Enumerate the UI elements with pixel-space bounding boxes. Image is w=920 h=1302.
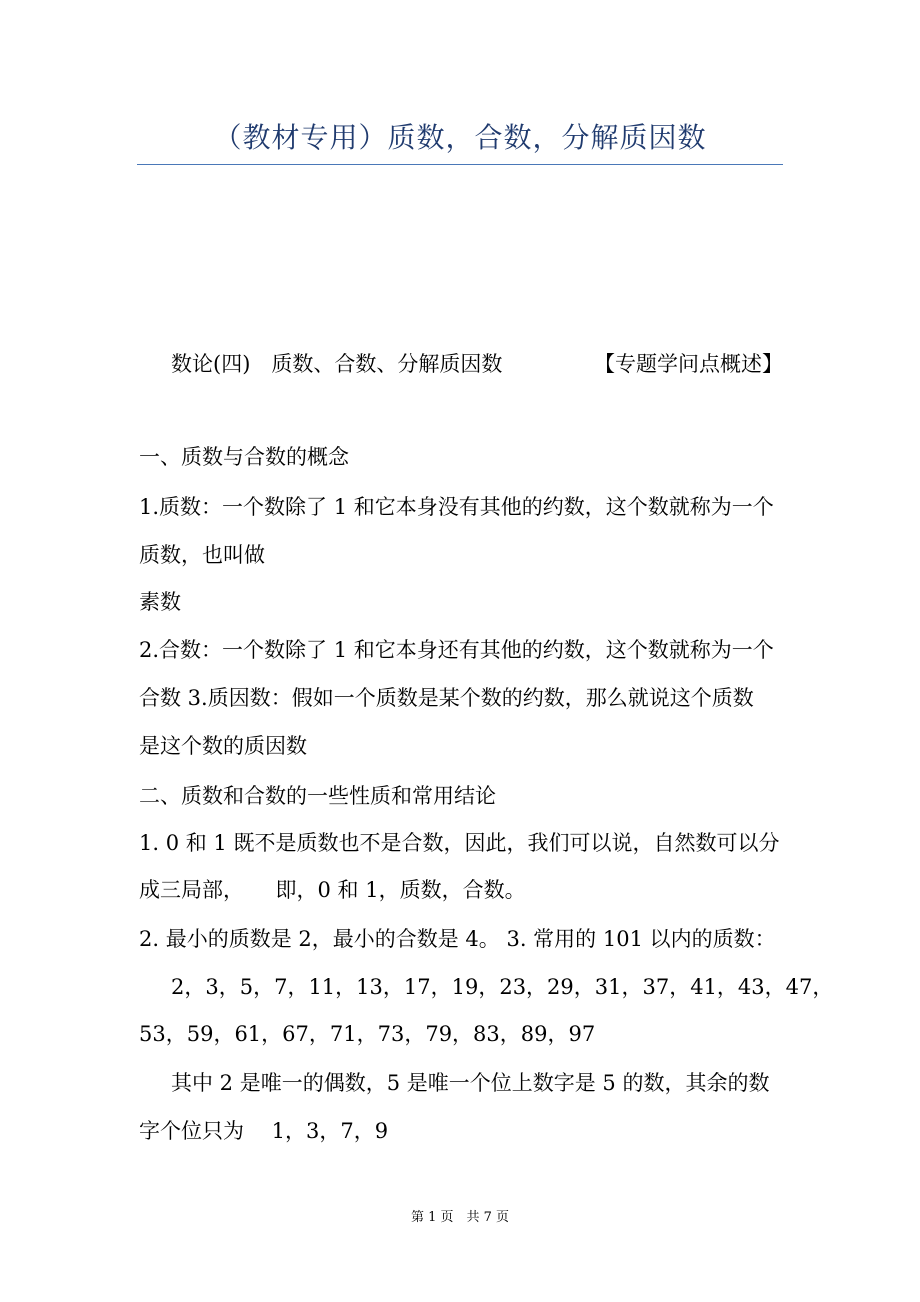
text-line: 成三局部， 即，0 和 1，质数，合数。 [139,878,526,902]
text-line: 2. 最小的质数是 2，最小的合数是 4。 3. 常用的 101 以内的质数： [139,927,776,951]
section-tag: 【专题学问点概述】 [594,352,783,376]
text-line: 1.质数：一个数除了 1 和它本身没有其他的约数，这个数就称为一个 [139,495,774,519]
heading-concepts: 一、质数与合数的概念 [139,445,349,469]
section-subheading: 数论(四) 质数、合数、分解质因数 [171,352,503,376]
page-title: （教材专用）质数，合数，分解质因数 [213,121,707,154]
text-line: 其中 2 是唯一的偶数，5 是唯一个位上数字是 5 的数，其余的数 [171,1071,770,1095]
primes-list-line: 2，3，5，7，11，13，17，19，23，29，31，37，41，43，47， [171,975,834,999]
text-line: 2.合数：一个数除了 1 和它本身还有其他的约数，这个数就称为一个 [139,638,774,662]
text-line: 是这个数的质因数 [139,734,307,758]
text-line: 素数 [139,590,181,614]
primes-list-line: 53，59，61，67，71，73，79，83，89，97 [139,1022,596,1046]
heading-properties: 二、质数和合数的一些性质和常用结论 [139,784,496,808]
title-divider [137,164,783,165]
text-line: 合数 3.质因数：假如一个质数是某个数的约数，那么就说这个质数 [139,686,754,710]
text-line: 1. 0 和 1 既不是质数也不是合数，因此，我们可以说，自然数可以分 [139,831,780,855]
page-footer: 第 1 页 共 7 页 [410,1210,510,1225]
text-line: 字个位只为 1，3，7，9 [139,1119,389,1143]
text-line: 质数，也叫做 [139,543,265,567]
